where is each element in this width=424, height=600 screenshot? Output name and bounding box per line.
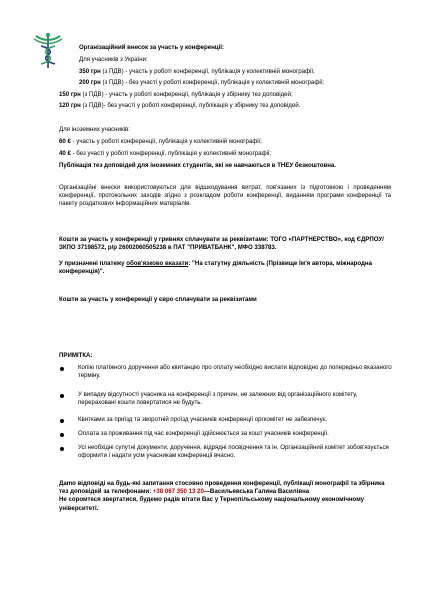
notes-title: ПРИМІТКА: — [59, 352, 93, 359]
note-item-2: У випадку відсутності учасника на конференції з причин, не залежних від організаційного комітету, перераховані кошти повертатися не будуть. — [78, 391, 358, 407]
foreign-fee-line-2: 40 € - без участі у роботі конференції, публікація у колективній монографії; — [59, 150, 272, 157]
purpose-paragraph: Організаційні внески використовуються для відшкодування витрат, пов'язаних із підготовкою і проведенням конференції, протокольних заходів згідно з розкладом роботи конференції, виданням програми конференції та пакету роздаткових інформаційних матеріалів. — [59, 184, 391, 208]
university-logo — [30, 30, 66, 70]
note-item-1: Копію платіжного доручення або квитанцію про оплату необхідно вислати відповідно до попередньо вказаного терміну. — [78, 364, 392, 380]
ua-fee-line-2: 200 грн (з ПДВ) - без участі у роботі конференції, публікація у колективній монографії; — [79, 79, 325, 86]
ua-fee-line-4: 120 грн (з ПДВ)- без участі у роботі конференції, публікація у збірнику тез доповідей. — [59, 102, 301, 109]
foreign-free-note: Публікація тез доповідей для іноземних студентів, які не навчаються в ТНЕУ безкоштовна. — [59, 162, 336, 169]
note-item-5: Усі необхідні супутні документи, доручення, відрядні посвідчення та ін. Організаційний комітет зобов'язується оформити і надати усім учасникам конференції вчасно. — [78, 444, 389, 460]
bullet-icon — [59, 393, 65, 399]
payment-uah-details: Кошти за участь у конференції у гривнях сплачувати за реквізитами: ТОГО «ПАРТНЕРСТВО», код ЄДРПОУ/ЗКПО 37198572, р/р 26002060505238 в ПАТ "ПРИВАТБАНК", МФО 338783. — [59, 236, 384, 252]
payment-eur-heading: Кошти за участь у конференції у євро сплачувати за реквізитами — [59, 296, 257, 303]
ua-fee-line-1: 350 грн (з ПДВ) - участь у роботі конференції, публікація у колективній монографії; — [79, 68, 315, 75]
payment-purpose-note: У призначені платежу обов'язково вказати: "На статутну діяльність (Прізвище Ім'я автора, міжнародна конференція)". — [59, 260, 372, 276]
ua-fee-line-3: 150 грн (з ПДВ) - участь у роботі конференції, публікація у збірнику тез доповідей; — [59, 91, 293, 98]
bullet-icon — [59, 432, 65, 438]
ua-intro: Для учасників з України: — [79, 56, 148, 63]
bullet-icon — [59, 366, 65, 372]
bullet-icon — [59, 418, 65, 424]
foreign-intro: Для іноземних учасників: — [59, 126, 130, 133]
fee-title: Організаційний внесок за участь у конференції: — [79, 44, 224, 51]
note-item-4: Оплата за проживання під час конференції здійснюється за кошт учасників конференції. — [78, 430, 329, 437]
foreign-fee-line-1: 60 € - участь у роботі конференції, публікація у колективній монографії; — [59, 138, 262, 145]
bullet-icon — [59, 446, 65, 452]
contact-paragraph: Даmo відповіді на будь-які запитання стосовно проведення конференції, публікації монографії та збірника тез доповідей за телефонами: +38 067 350 13 20—Васильевська Галина Василівна Не соромтеся звертатися, будемо радів вітати Вас у Тернопільському національному економічному університеті. — [59, 480, 385, 512]
note-item-3: Квитками за приїзд та зворотній проїзд учасників конференції оргкомітет не забезпечує. — [78, 416, 328, 423]
contact-phone: +38 067 350 13 20 — [152, 488, 204, 496]
